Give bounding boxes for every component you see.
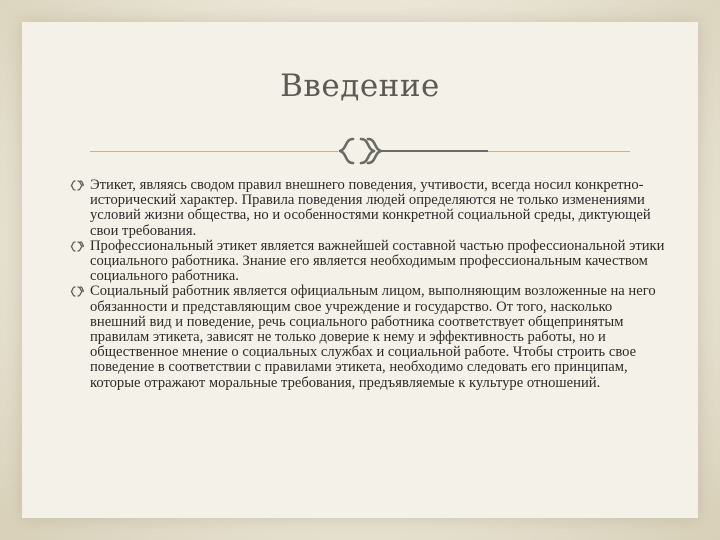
curly-bracket-bullet-icon <box>70 286 84 297</box>
slide-title: Введение <box>280 68 440 104</box>
curly-bracket-ornament-icon <box>337 136 383 166</box>
bullet-list <box>70 178 670 391</box>
bullet-item <box>70 239 670 285</box>
bullet-item <box>70 284 670 390</box>
bullet-text: Этикет, являясь сводом правил внешнего поведения, учтивости, всегда носил конкретно-исторический характер. Правила поведения людей определяются не только изменениями условий жизни общества, но и особенностями конкретной социальной среды, диктующей свои требования. <box>90 177 651 239</box>
bullet-text: Профессиональный этикет является важнейшей составной частью профессиональной этики социального работника. Знание его является необходимым профессиональным качеством социального работника. <box>90 237 665 285</box>
divider-line-left <box>90 151 338 152</box>
bullet-item <box>70 178 670 239</box>
bullet-text: Социальный работник является официальным лицом, выполняющим возложенные на него обязанности и представляющим свое учреждение и государство. От того, насколько внешний вид и поведение, речь социального работника соответствует общепринятым правилам этикета, зависят не только доверие к нему и эффективность работы, но и общественное мнение о социальных службах и социальной работе. Чтобы строить свое поведение в соответствии с правилами этикета, необходимо следовать его принципам, которые отражают моральные требования, предъявляемые к культуре отношений. <box>90 283 656 391</box>
curly-bracket-bullet-icon <box>70 180 84 191</box>
divider-accent-line <box>382 150 488 152</box>
curly-bracket-bullet-icon <box>70 241 84 252</box>
